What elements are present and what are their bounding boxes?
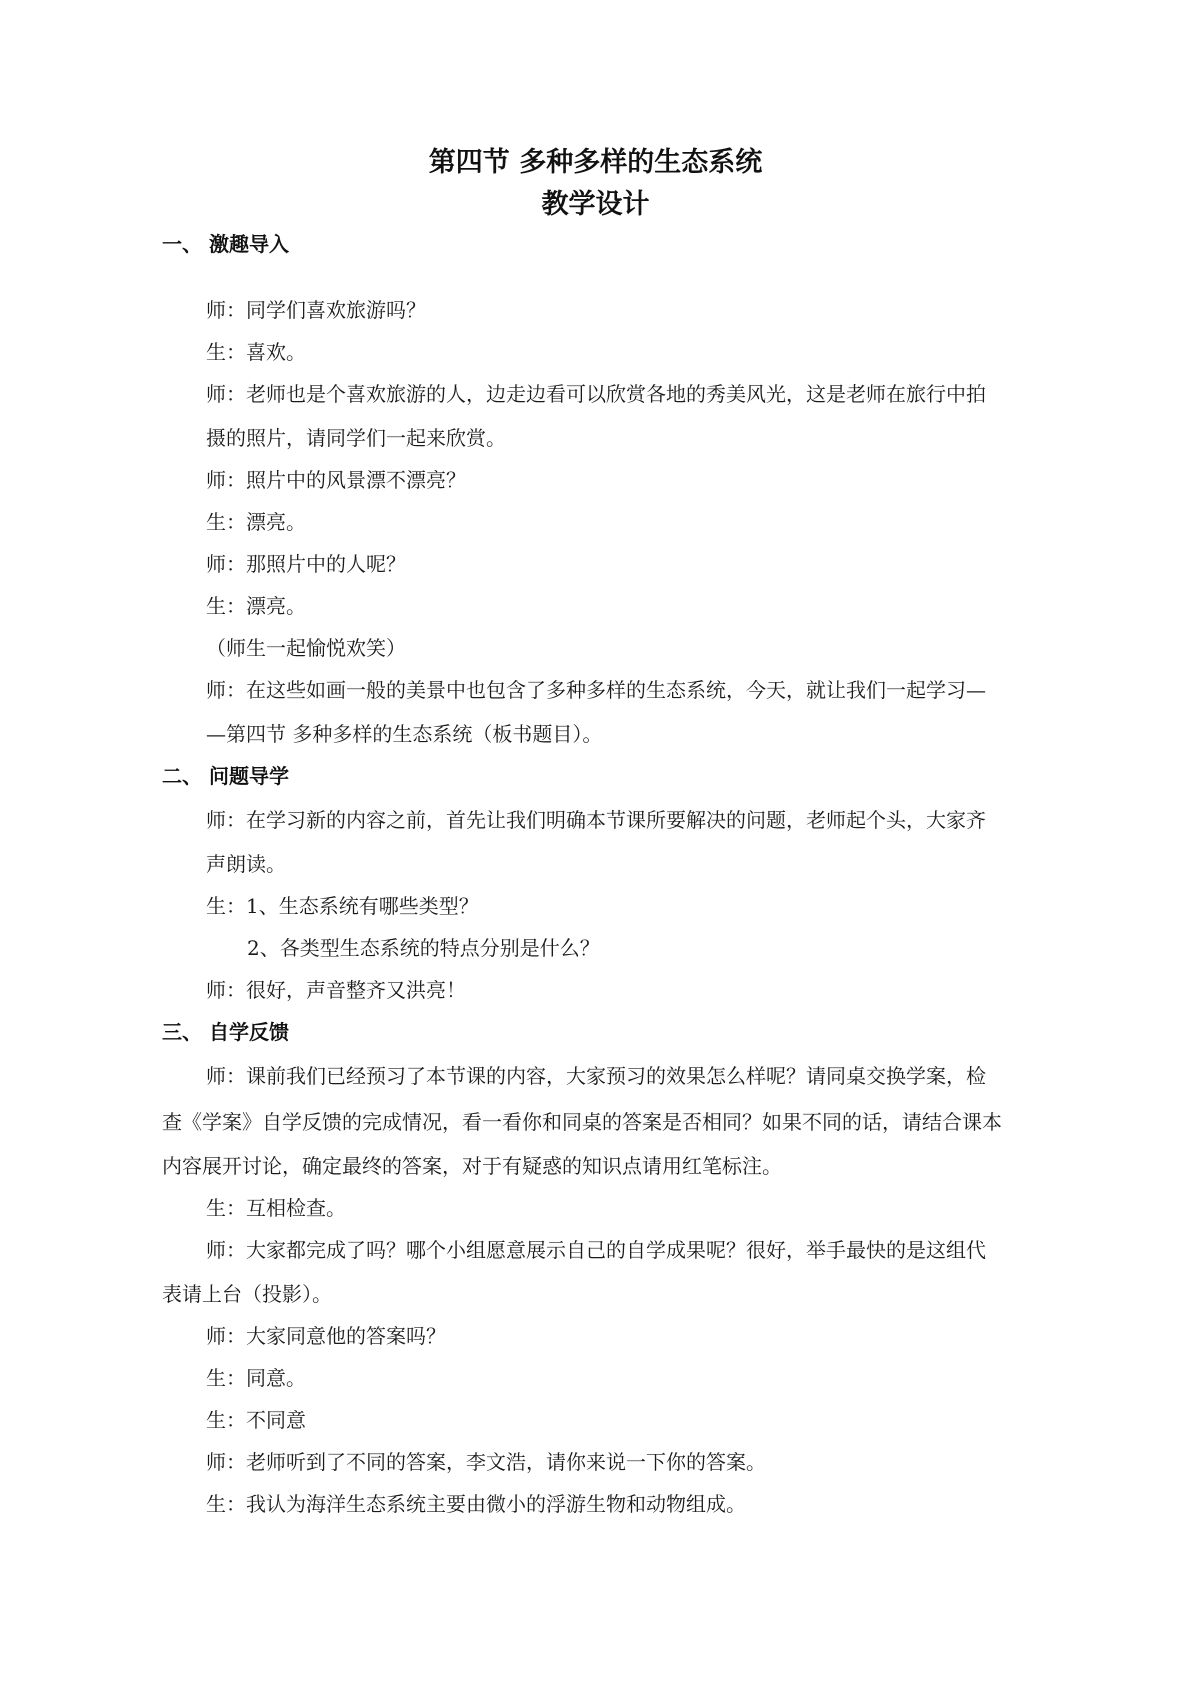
paragraph-line: 生：同意。 xyxy=(206,1366,306,1390)
page-subtitle: 教学设计 xyxy=(541,189,650,220)
paragraph-line: 师：在学习新的内容之前，首先让我们明确本节课所要解决的问题，老师起个头，大家齐 xyxy=(206,808,986,832)
paragraph-line: 摄的照片，请同学们一起来欣赏。 xyxy=(206,426,506,450)
paragraph-line: 师：很好，声音整齐又洪亮！ xyxy=(206,978,466,1002)
paragraph-line: 生：喜欢。 xyxy=(206,340,306,364)
paragraph-line: 师：照片中的风景漂不漂亮？ xyxy=(206,468,466,492)
paragraph-line: 生：漂亮。 xyxy=(206,594,306,618)
paragraph-line: 师：在这些如画一般的美景中也包含了多种多样的生态系统，今天，就让我们一起学习— xyxy=(206,678,986,702)
section-heading-1: 一、 激趣导入 xyxy=(162,232,289,256)
paragraph-line: 生：1、生态系统有哪些类型？ xyxy=(206,894,479,918)
paragraph-line: 师：大家同意他的答案吗？ xyxy=(206,1324,446,1348)
paragraph-line: 表请上台（投影）。 xyxy=(162,1282,332,1306)
paragraph-line: 师：同学们喜欢旅游吗？ xyxy=(206,298,426,322)
section-heading-2: 二、 问题导学 xyxy=(162,764,289,788)
paragraph-line: 声朗读。 xyxy=(206,852,286,876)
paragraph-line: 内容展开讨论，确定最终的答案，对于有疑惑的知识点请用红笔标注。 xyxy=(162,1154,782,1178)
paragraph-line: 师：那照片中的人呢？ xyxy=(206,552,406,576)
paragraph-line: 师：大家都完成了吗？哪个小组愿意展示自己的自学成果呢？很好，举手最快的是这组代 xyxy=(206,1238,986,1262)
page-title: 第四节 多种多样的生态系统 xyxy=(428,147,763,178)
section-heading-3: 三、 自学反馈 xyxy=(162,1020,289,1044)
paragraph-line: 查《学案》自学反馈的完成情况，看一看你和同桌的答案是否相同？如果不同的话，请结合课本 xyxy=(162,1110,1002,1134)
paragraph-line: （师生一起愉悦欢笑） xyxy=(206,636,406,660)
paragraph-line: 生：不同意 xyxy=(206,1408,306,1432)
paragraph-line: —第四节 多种多样的生态系统（板书题目）。 xyxy=(206,722,603,746)
paragraph-line: 师：老师也是个喜欢旅游的人，边走边看可以欣赏各地的秀美风光，这是老师在旅行中拍 xyxy=(206,382,986,406)
paragraph-line: 生：互相检查。 xyxy=(206,1196,346,1220)
paragraph-line: 生：漂亮。 xyxy=(206,510,306,534)
paragraph-line: 生：我认为海洋生态系统主要由微小的浮游生物和动物组成。 xyxy=(206,1492,746,1516)
paragraph-line: 2、各类型生态系统的特点分别是什么？ xyxy=(247,936,600,960)
paragraph-line: 师：课前我们已经预习了本节课的内容，大家预习的效果怎么样呢？请同桌交换学案，检 xyxy=(206,1064,986,1088)
paragraph-line: 师：老师听到了不同的答案，李文浩，请你来说一下你的答案。 xyxy=(206,1450,766,1474)
